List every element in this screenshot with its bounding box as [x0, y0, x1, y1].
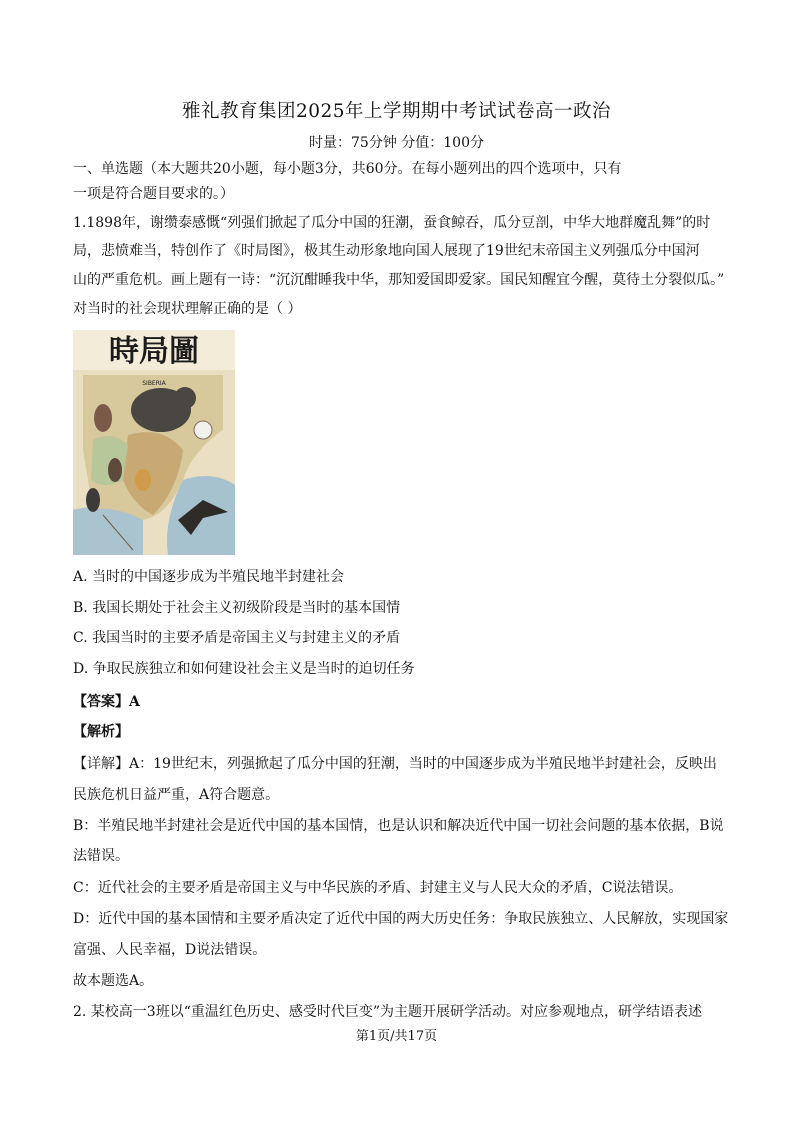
question-1-stem-line3: 山的严重危机。画上题有一诗：“沉沉酣睡我中华，那知爱国即爱家。国民知醒宜今醒，莫待土分裂似瓜。” — [73, 272, 725, 288]
question-1-stem-line4: 对当时的社会现状理解正确的是（ ） — [73, 301, 302, 317]
analysis-label: 【解析】 — [73, 724, 129, 740]
explanation-line2: 民族危机日益严重，A符合题意。 — [73, 787, 280, 803]
explanation-line7: 富强、人民幸福，D说法错误。 — [73, 942, 267, 958]
option-b: B. 我国长期处于社会主义初级阶段是当时的基本国情 — [73, 600, 401, 616]
svg-text:SIBERIA: SIBERIA — [142, 380, 166, 387]
section-heading-line2: 一项是符合题目要求的。） — [73, 186, 234, 202]
option-d: D. 争取民族独立和如何建设社会主义是当时的迫切任务 — [73, 661, 415, 677]
explanation-line6: D：近代中国的基本国情和主要矛盾决定了近代中国的两大历史任务：争取民族独立、人民解放，实现国家 — [73, 911, 729, 927]
option-c: C. 我国当时的主要矛盾是帝国主义与封建主义的矛盾 — [73, 630, 401, 646]
question-1-stem-line1: 1.1898年，谢缵泰感慨“列强们掀起了瓜分中国的狂潮，蚕食鲸吞，瓜分豆剖，中华大地群魔乱舞”的时 — [73, 215, 711, 231]
explanation-line4: 法错误。 — [73, 848, 129, 864]
explanation-line1: 【详解】A：19世纪末，列强掀起了瓜分中国的狂潮，当时的中国逐步成为半殖民地半封建社会，反映出 — [73, 756, 717, 772]
section-heading-line1: 一、单选题（本大题共20小题，每小题3分，共60分。在每小题列出的四个选项中，只有 — [73, 161, 622, 177]
exam-subtitle: 时量：75分钟 分值：100分 — [309, 135, 484, 151]
page-number: 第1页/共17页 — [355, 1029, 438, 1044]
option-a: A. 当时的中国逐步成为半殖民地半封建社会 — [73, 569, 345, 585]
shiju-tu-cartoon-image — [73, 330, 235, 555]
question-1-stem-line2: 局，悲愤难当，特创作了《时局图》，极其生动形象地向国人展现了19世纪末帝国主义列强瓜分中国河 — [73, 243, 700, 259]
explanation-line3: B：半殖民地半封建社会是近代中国的基本国情，也是认识和解决近代中国一切社会问题的基本依据，B说 — [73, 818, 724, 834]
exam-title: 雅礼教育集团2025年上学期期中考试试卷高一政治 — [181, 101, 612, 122]
explanation-line8: 故本题选A。 — [73, 973, 154, 989]
answer-label: 【答案】A — [73, 694, 140, 710]
question-2-stem-line1: 2. 某校高一3班以“重温红色历史、感受时代巨变”为主题开展研学活动。对应参观地点，研学结语表述 — [73, 1004, 703, 1020]
explanation-line5: C：近代社会的主要矛盾是帝国主义与中华民族的矛盾、封建主义与人民大众的矛盾，C说法错误。 — [73, 880, 683, 896]
image-title-text: 時局圖 — [109, 334, 199, 369]
